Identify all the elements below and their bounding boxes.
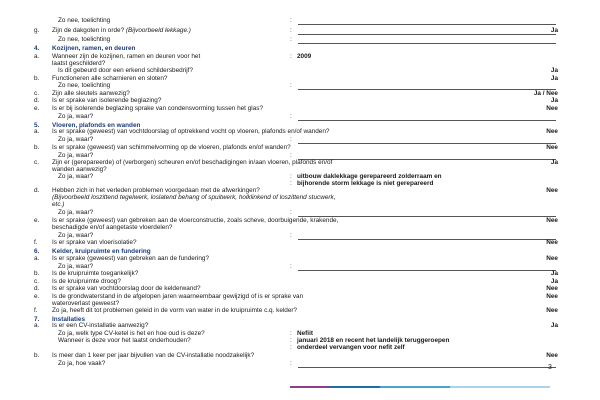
field-colon: : (290, 53, 292, 60)
answer-value[interactable]: Nee (546, 239, 558, 246)
question-text (52, 239, 137, 247)
question-text (52, 285, 201, 293)
question-row (0, 307, 600, 316)
question-text (52, 144, 291, 152)
question-letter: e. (34, 293, 40, 300)
question-text (58, 136, 93, 144)
question-text (58, 67, 193, 75)
question-text (52, 307, 297, 315)
question-text-main: etc.) (52, 201, 65, 208)
answer-value[interactable]: Ja (550, 75, 558, 82)
answer-line[interactable] (298, 24, 556, 25)
section-number: 5. (34, 122, 40, 129)
question-row (0, 239, 600, 248)
question-text (52, 27, 191, 35)
answer-value[interactable]: Nee (546, 285, 558, 292)
question-letter: d. (34, 187, 40, 194)
question-letter: b. (34, 144, 40, 151)
question-text-main: Zo nee, toelichting (58, 82, 111, 89)
section-number: 6. (34, 248, 40, 255)
question-text-main: Is er sprake (geweest) van vochtdoorslag of optrekkend vocht op vloeren, plafonds en/of wanden? (52, 128, 330, 135)
footer-bar-blue (330, 386, 380, 388)
question-text (52, 105, 263, 113)
answer-value[interactable]: Nee (546, 187, 558, 194)
question-letter: a. (34, 128, 40, 135)
field-colon: : (290, 209, 292, 216)
question-text-main: Zo ja, waar? (58, 113, 94, 120)
question-text-main: Zijn er (gerepareerde) of (verborgen) scheuren en/of beschadigingen in/aan vloeren, plafonds en/of (52, 159, 333, 166)
question-text-main: Is er bij isolerende beglazing sprake van condensvorming tussen het glas? (52, 105, 264, 112)
question-text-main: laatst geschilderd? (52, 60, 106, 67)
question-text-main: Zo ja, waar? (58, 263, 94, 270)
field-colon: : (290, 17, 292, 24)
field-colon: : (290, 152, 292, 159)
question-row (0, 17, 600, 26)
question-text-main: Wanneer is deze voor het laatst onderhouden? (58, 337, 191, 344)
question-text-main: Hebben zich in het verleden problemen voorgedaan met de afwerkingen? (52, 187, 260, 194)
question-text (58, 360, 105, 368)
question-text-main: Zo ja, waar? (58, 232, 94, 239)
question-row (0, 36, 600, 45)
question-text-main: Zo ja, waar? (58, 173, 94, 180)
footer-bar-cyan (380, 386, 450, 388)
question-text (58, 36, 110, 44)
answer-note: januari 2018 en recent het landelijk teruggeroepen (297, 337, 450, 344)
answer-value[interactable]: Nee (546, 307, 558, 314)
field-colon: : (290, 36, 292, 43)
answer-value[interactable]: Ja (550, 322, 558, 329)
question-text-main: Is er sprake (geweest) van gebreken aan de fundering? (52, 255, 210, 262)
question-text-main: Is er sprake van vochtdoorslag door de kelderwand? (52, 285, 201, 292)
answer-value[interactable]: Ja (550, 27, 558, 34)
question-example: (Bijvoorbeeld lekkage.) (124, 27, 191, 34)
question-text-main: Kozijnen, ramen, en deuren (52, 45, 136, 52)
question-row (0, 360, 600, 369)
answer-value[interactable]: Nee (546, 217, 558, 224)
question-text-main: Is de kruipruimte droog? (52, 278, 121, 285)
question-text-main: beschadigde en/of aangetaste vloerdelen? (52, 224, 173, 231)
question-text (58, 82, 110, 90)
question-text-main: Zo nee, toelichting (58, 17, 111, 24)
question-text-main: Zo nee, toelichting (58, 36, 111, 43)
field-colon: : (290, 337, 292, 344)
question-text-main: Is meer dan 1 keer per jaar bijvullen van de CV-installatie noodzakelijk? (52, 352, 255, 359)
answer-value[interactable]: Ja / Nee (533, 90, 558, 97)
question-letter: d. (34, 97, 40, 104)
footer-bar-purple (290, 386, 330, 388)
question-text-main: Kelder, kruipruimte en fundering (52, 248, 151, 255)
question-letter: e. (34, 105, 40, 112)
answer-value[interactable]: Nee (546, 128, 558, 135)
field-colon: : (290, 27, 292, 34)
question-text (58, 17, 110, 25)
section-number: 7. (34, 316, 40, 323)
question-text-main: Is er sprake van isolerende beglazing? (52, 97, 162, 104)
field-colon: : (290, 180, 292, 187)
question-text-main: Is de grondwaterstand in de afgelopen jaren waarneembaar gewijzigd of is er sprake van (52, 293, 304, 300)
question-text (52, 201, 64, 209)
question-text-main: Zijn de dakgoten in orde? (52, 27, 125, 34)
section-title (52, 45, 135, 53)
question-text (58, 113, 93, 121)
question-row (0, 27, 600, 36)
answer-note: onderdeel vervangen voor nefit zelf (297, 344, 405, 351)
question-text-main: Zijn alle sleutels aanwezig? (52, 90, 130, 97)
answer-note: 2009 (297, 53, 312, 60)
question-text-main: Zo ja, heeft dit tot problemen geleid in de vorm van water in de kruipruimte c.q. kelder? (52, 307, 298, 314)
question-text-main: Functioneren alle scharnieren en sloten? (52, 75, 168, 82)
answer-value[interactable]: Ja (550, 159, 558, 166)
field-colon: : (290, 330, 292, 337)
question-text-main: Wanneer zijn de kozijnen, ramen en deuren voor het (52, 53, 201, 60)
field-colon: : (290, 232, 292, 239)
answer-value[interactable]: Nee (546, 144, 558, 151)
question-text-main: Is er sprake van vloerisolatie? (52, 239, 137, 246)
answer-value[interactable]: Nee (546, 105, 558, 112)
answer-line[interactable] (298, 43, 556, 44)
answer-value[interactable]: Ja (550, 67, 558, 74)
field-colon: : (290, 263, 292, 270)
question-text-main: wateroverlast geweest? (52, 300, 120, 307)
question-letter: a. (34, 255, 40, 262)
answer-value[interactable]: Ja (550, 278, 558, 285)
question-text (52, 224, 172, 232)
field-colon: : (290, 360, 292, 367)
question-text (52, 128, 329, 136)
question-text-main: Is er sprake (geweest) van gebreken aan de vloerconstructie, zoals scheve, doorbuigende, krakende, (52, 217, 339, 224)
question-text-main: Zo ja, hoe vaak? (58, 360, 106, 367)
question-letter: d. (34, 285, 40, 292)
question-text-main: (Bijvoorbeeld loszittend tegelwerk, loslatend behang of spuitwerk, holklinkend of loszittend stucwerk, (52, 194, 336, 201)
field-colon: : (290, 136, 292, 143)
question-letter: b. (34, 75, 40, 82)
answer-value[interactable]: Nee (546, 352, 558, 359)
question-row (0, 113, 600, 122)
question-text (52, 322, 148, 330)
question-letter: f. (34, 307, 38, 314)
footer-bar-lightblue (450, 386, 550, 388)
answer-note: uitbouw daklekkage gerepareerd zolderraam en (297, 173, 442, 180)
page-number: 3 (548, 364, 552, 371)
answer-value[interactable]: Nee (546, 255, 558, 262)
answer-note: Nefiit (297, 330, 313, 337)
question-letter: e. (34, 217, 40, 224)
field-colon: : (290, 173, 292, 180)
answer-line[interactable] (298, 367, 556, 368)
question-text-main: Vloeren, plafonds en wanden (52, 122, 141, 129)
question-text (52, 97, 161, 105)
question-text-main: Is de kruipruimte toegankelijk? (52, 270, 139, 277)
question-letter: b. (34, 352, 40, 359)
answer-value[interactable]: Ja (550, 97, 558, 104)
question-letter: c. (34, 159, 39, 166)
question-text-main: Is er een CV-installatie aanwezig? (52, 322, 149, 329)
question-letter: c. (34, 278, 39, 285)
question-letter: b. (34, 270, 40, 277)
question-text-main: Zo ja, welk type CV-ketel is het en hoe oud is deze? (58, 330, 205, 337)
question-text-main: Installaties (52, 316, 86, 323)
answer-value[interactable]: Nee (546, 293, 558, 300)
question-text-main: wanden aanwezig? (52, 166, 107, 173)
question-text-main: Zo ja, waar? (58, 136, 94, 143)
answer-line[interactable] (298, 120, 556, 121)
section-number: 4. (34, 45, 40, 52)
question-letter: a. (34, 53, 40, 60)
answer-value[interactable]: Ja (550, 270, 558, 277)
question-text (58, 209, 93, 217)
question-text-main: Zo ja, waar? (58, 209, 94, 216)
field-colon: : (290, 113, 292, 120)
question-text-main: Is er sprake (geweest) van schimmelvorming op de vloeren, plafonds en/of wanden? (52, 144, 291, 151)
question-letter: f. (34, 239, 38, 246)
question-text (52, 352, 254, 360)
field-colon: : (290, 344, 292, 351)
question-letter: c. (34, 90, 39, 97)
question-text-main: Zo ja, waar? (58, 152, 94, 159)
answer-note: bijhorende storm lekkage is niet gerepareerd (297, 180, 434, 187)
field-colon: : (290, 82, 292, 89)
question-text (52, 255, 209, 263)
question-text-main: Is dit gebeurd door een erkend schildersbedrijf? (58, 67, 193, 74)
question-text (52, 270, 138, 278)
question-letter: g. (34, 27, 40, 34)
answer-line[interactable] (298, 34, 556, 35)
question-letter: a. (34, 322, 40, 329)
